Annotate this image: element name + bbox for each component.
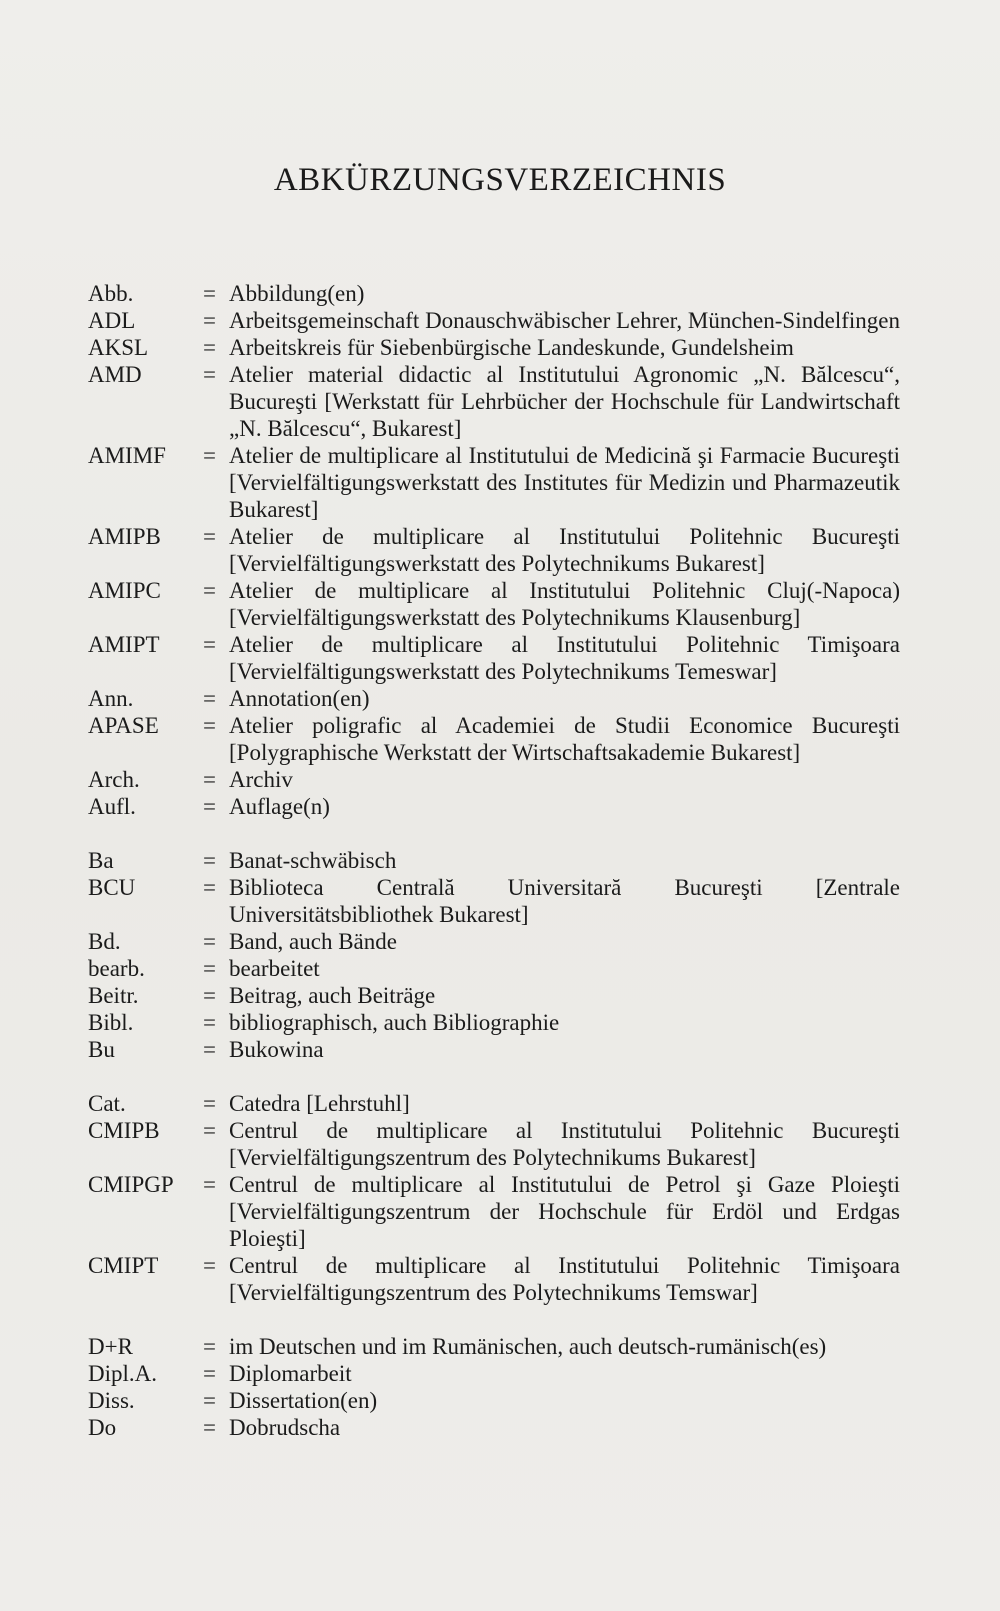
abbreviation-definition: Banat-schwäbisch <box>229 848 397 873</box>
abbreviation-term: Beitr. <box>88 983 139 1008</box>
equals-sign: = <box>203 929 216 954</box>
abbreviation-definition: Atelier de multiplicare al Institutului de Medicină şi Farmacie Bucureşti [Vervielfältigungswerkstatt des Institutes für Medizin und Pharmazeutik Bukarest] <box>229 443 900 522</box>
abbreviation-entry <box>88 793 900 820</box>
abbreviation-term: Diss. <box>88 1388 135 1413</box>
equals-sign: = <box>203 1118 216 1143</box>
abbreviation-definition: Centrul de multiplicare al Institutului Politehnic Bucureşti [Vervielfältigungszentrum des Polytechnikums Bukarest] <box>229 1118 900 1170</box>
section-gap <box>88 820 900 847</box>
equals-sign: = <box>203 1388 216 1413</box>
abbreviation-definition: Atelier de multiplicare al Institutului Politehnic Timişoara [Vervielfältigungswerkstatt des Polytechnikums Temeswar] <box>229 632 900 684</box>
abbreviation-definition: Biblioteca Centrală Universitară Bucureşti [Zentrale Universitätsbibliothek Bukarest] <box>229 875 900 927</box>
equals-sign: = <box>203 848 216 873</box>
equals-sign: = <box>203 1010 216 1035</box>
equals-sign: = <box>203 875 216 900</box>
abbreviation-entry <box>88 523 900 577</box>
abbreviation-entry <box>88 1036 900 1063</box>
abbreviation-definition: Arbeitskreis für Siebenbürgische Landeskunde, Gundelsheim <box>229 335 794 360</box>
abbreviation-entry <box>88 874 900 928</box>
abbreviation-term: AMIPB <box>88 524 161 549</box>
abbreviation-term: bearb. <box>88 956 145 981</box>
abbreviation-term: AMD <box>88 362 142 387</box>
abbreviation-list <box>88 280 900 1441</box>
section-gap <box>88 1306 900 1333</box>
abbreviation-term: AMIPT <box>88 632 160 657</box>
abbreviation-entry <box>88 712 900 766</box>
equals-sign: = <box>203 1334 216 1359</box>
abbreviation-definition: Bukowina <box>229 1037 324 1062</box>
abbreviation-definition: bearbeitet <box>229 956 320 981</box>
abbreviation-term: AKSL <box>88 335 149 360</box>
abbreviation-entry <box>88 1009 900 1036</box>
abbreviation-entry <box>88 847 900 874</box>
abbreviation-entry <box>88 1414 900 1441</box>
equals-sign: = <box>203 362 216 387</box>
abbreviation-definition: Atelier poligrafic al Academiei de Studii Economice Bucureşti [Polygraphische Werkstatt der Wirtschaftsakademie Bukarest] <box>229 713 900 765</box>
abbreviation-definition: Atelier de multiplicare al Institutului Politehnic Bucureşti [Vervielfältigungswerkstatt des Polytechnikums Bukarest] <box>229 524 900 576</box>
section-gap <box>88 1063 900 1090</box>
abbreviation-entry <box>88 631 900 685</box>
abbreviation-definition: Diplomarbeit <box>229 1361 352 1386</box>
abbreviation-definition: Abbildung(en) <box>229 281 365 306</box>
abbreviation-definition: Beitrag, auch Beiträge <box>229 983 436 1008</box>
abbreviation-definition: Dissertation(en) <box>229 1388 378 1413</box>
abbreviation-term: Bd. <box>88 929 121 954</box>
abbreviation-definition: im Deutschen und im Rumänischen, auch deutsch-rumänisch(es) <box>229 1334 827 1359</box>
abbreviation-term: BCU <box>88 875 136 900</box>
abbreviation-entry <box>88 955 900 982</box>
abbreviation-entry <box>88 307 900 334</box>
abbreviation-entry <box>88 766 900 793</box>
page-title: ABKÜRZUNGSVERZEICHNIS <box>273 162 727 198</box>
equals-sign: = <box>203 956 216 981</box>
abbreviation-definition: Centrul de multiplicare al Institutului Politehnic Timişoara [Vervielfältigungszentrum des Polytechnikums Temswar] <box>229 1253 900 1305</box>
abbreviation-entry <box>88 1360 900 1387</box>
equals-sign: = <box>203 281 216 306</box>
abbreviation-entry <box>88 1387 900 1414</box>
abbreviation-term: Abb. <box>88 281 134 306</box>
abbreviation-definition: Catedra [Lehrstuhl] <box>229 1091 410 1116</box>
abbreviation-entry <box>88 685 900 712</box>
abbreviation-entry <box>88 442 900 523</box>
abbreviation-entry <box>88 928 900 955</box>
abbreviation-term: AMIMF <box>88 443 166 468</box>
abbreviation-entry <box>88 1171 900 1252</box>
abbreviation-term: Dipl.A. <box>88 1361 157 1386</box>
abbreviation-definition: bibliographisch, auch Bibliographie <box>229 1010 560 1035</box>
abbreviation-term: Do <box>88 1415 117 1440</box>
abbreviation-term: AMIPC <box>88 578 161 603</box>
abbreviation-definition: Centrul de multiplicare al Institutului de Petrol şi Gaze Ploieşti [Vervielfältigungszentrum der Hochschule für Erdöl und Erdgas Ploieşti] <box>229 1172 900 1251</box>
equals-sign: = <box>203 443 216 468</box>
abbreviation-term: Bu <box>88 1037 115 1062</box>
equals-sign: = <box>203 1091 216 1116</box>
abbreviation-definition: Arbeitsgemeinschaft Donauschwäbischer Lehrer, München-Sindelfingen <box>229 308 900 333</box>
abbreviation-definition: Auflage(n) <box>229 794 330 819</box>
abbreviation-term: CMIPB <box>88 1118 160 1143</box>
abbreviation-term: APASE <box>88 713 159 738</box>
equals-sign: = <box>203 578 216 603</box>
equals-sign: = <box>203 1172 216 1197</box>
abbreviation-entry <box>88 1090 900 1117</box>
abbreviation-term: Ann. <box>88 686 134 711</box>
abbreviation-term: Bibl. <box>88 1010 134 1035</box>
abbreviation-entry <box>88 1333 900 1360</box>
equals-sign: = <box>203 524 216 549</box>
abbreviation-term: CMIPGP <box>88 1172 174 1197</box>
abbreviation-entry <box>88 334 900 361</box>
abbreviation-definition: Atelier material didactic al Institutului Agronomic „N. Bălcescu“, Bucureşti [Werkstatt für Lehrbücher der Hochschule für Landwirtschaft „N. Bălcescu“, Bukarest] <box>229 362 900 441</box>
equals-sign: = <box>203 713 216 738</box>
equals-sign: = <box>203 983 216 1008</box>
abbreviation-entry <box>88 982 900 1009</box>
equals-sign: = <box>203 686 216 711</box>
abbreviation-term: D+R <box>88 1334 133 1359</box>
abbreviation-definition: Band, auch Bände <box>229 929 397 954</box>
equals-sign: = <box>203 308 216 333</box>
equals-sign: = <box>203 335 216 360</box>
abbreviation-term: ADL <box>88 308 136 333</box>
equals-sign: = <box>203 767 216 792</box>
abbreviation-entry <box>88 280 900 307</box>
abbreviation-term: Ba <box>88 848 114 873</box>
abbreviation-definition: Dobrudscha <box>229 1415 341 1440</box>
abbreviation-term: Arch. <box>88 767 140 792</box>
equals-sign: = <box>203 1037 216 1062</box>
abbreviation-term: Aufl. <box>88 794 136 819</box>
abbreviation-definition: Atelier de multiplicare al Institutului Politehnic Cluj(-Napoca) [Vervielfältigungswerkstatt des Polytechnikums Klausenburg] <box>229 578 900 630</box>
abbreviation-entry <box>88 361 900 442</box>
equals-sign: = <box>203 794 216 819</box>
abbreviation-term: CMIPT <box>88 1253 159 1278</box>
abbreviation-definition: Archiv <box>229 767 293 792</box>
abbreviation-definition: Annotation(en) <box>229 686 370 711</box>
equals-sign: = <box>203 1361 216 1386</box>
abbreviation-term: Cat. <box>88 1091 126 1116</box>
equals-sign: = <box>203 1415 216 1440</box>
equals-sign: = <box>203 632 216 657</box>
abbreviation-entry <box>88 577 900 631</box>
equals-sign: = <box>203 1253 216 1278</box>
abbreviation-entry <box>88 1117 900 1171</box>
abbreviation-entry <box>88 1252 900 1306</box>
